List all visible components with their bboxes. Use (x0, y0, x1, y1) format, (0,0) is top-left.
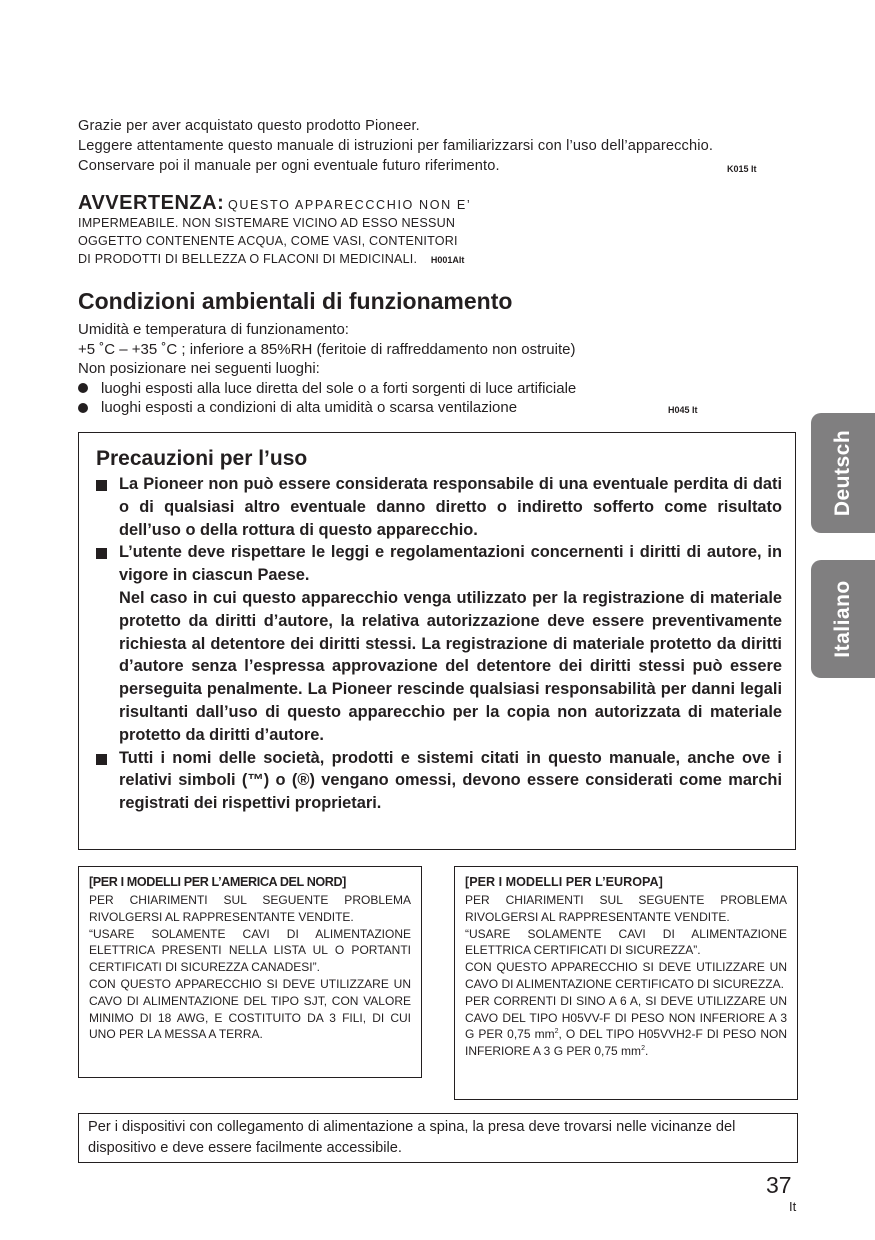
list-item (96, 747, 782, 815)
environment-code: H045 It (668, 405, 698, 415)
precautions-list (96, 473, 782, 815)
list-item (78, 379, 718, 399)
europe-p4c: . (644, 1044, 649, 1059)
warning-line-4: DI PRODOTTI DI BELLEZZA O FLACONI DI MEDICINALI. (78, 252, 418, 266)
list-item (96, 541, 782, 746)
tab-deutsch-label: Deutsch (831, 429, 854, 517)
warning-line-1: QUESTO APPARECCCHIO NON E’ (227, 198, 472, 212)
superscript-2a: 2 (554, 1028, 559, 1036)
tab-deutsch[interactable] (811, 413, 875, 533)
page-number: 37 (766, 1172, 792, 1198)
precautions-title: Precauzioni per l’uso (96, 447, 308, 470)
warning-line-2: IMPERMEABILE. NON SISTEMARE VICINO AD ESSO NESSUN (78, 216, 456, 230)
europe-p3: CON QUESTO APPARECCHIO SI DEVE UTILIZZARE UN CAVO DI ALIMENTAZIONE CERTIFICATO DI SICUREZZA. (465, 960, 787, 991)
list-item (96, 473, 782, 541)
square-bullet-icon (96, 548, 107, 559)
intro-line-2: Leggere attentamente questo manuale di istruzioni per familiarizzarsi con l’uso dell’apparecchio. (78, 138, 714, 154)
intro-code: K015 It (727, 164, 757, 174)
warning-title: AVVERTENZA: (78, 192, 225, 214)
north-america-p1: PER CHIARIMENTI SUL SEGUENTE PROBLEMA RIVOLGERSI AL RAPPRESENTANTE VENDITE. (89, 893, 411, 924)
environment-text (78, 320, 718, 418)
precaution-1: La Pioneer non può essere considerata responsabile di una eventuale perdita di dati o di qualsiasi altro eventuale danno diretto o indiretto sofferto come risultato dell’uso o della rottura di questo apparecchio. (119, 475, 782, 539)
europe-heading: [PER I MODELLI PER L’EUROPA] (465, 875, 663, 889)
tab-italiano-label: Italiano (831, 580, 854, 658)
environment-heading: Condizioni ambientali di funzionamento (78, 288, 513, 314)
tab-italiano[interactable] (811, 560, 875, 678)
europe-p1: PER CHIARIMENTI SUL SEGUENTE PROBLEMA RIVOLGERSI AL RAPPRESENTANTE VENDITE. (465, 893, 787, 924)
square-bullet-icon (96, 754, 107, 765)
square-bullet-icon (96, 480, 107, 491)
precaution-2a: L’utente deve rispettare le leggi e regolamentazioni concernenti i diritti di autore, in vigore in ciascun Paese. (119, 543, 782, 585)
europe-p4 (465, 993, 787, 1060)
superscript-2b: 2 (641, 1045, 645, 1053)
plug-note-box (78, 1113, 798, 1163)
europe-box (454, 866, 798, 1100)
bullet-icon (78, 383, 88, 393)
intro-line-1: Grazie per aver acquistato questo prodotto Pioneer. (78, 118, 420, 134)
europe-p2: “USARE SOLAMENTE CAVI DI ALIMENTAZIONE ELETTRICA CERTIFICATI DI SICUREZZA”. (465, 926, 787, 958)
environment-bullet-1: luoghi esposti alla luce diretta del sole o a forti sorgenti di luce artificiale (101, 379, 577, 397)
precautions-box (78, 432, 796, 850)
environment-line-1: Umidità e temperatura di funzionamento: (78, 321, 349, 338)
warning-line-3: OGGETTO CONTENENTE ACQUA, COME VASI, CONTENITORI (78, 234, 458, 248)
europe-p4a: PER CORRENTI DI SINO A 6 A, SI DEVE UTILIZZARE UN CAVO DEL TIPO H05VV-F DI PESO NON INFERIORE A 3 G PER 0,75 mm (465, 993, 787, 1042)
plug-note-text: Per i dispositivi con collegamento di alimentazione a spina, la presa deve trovarsi nelle vicinanze del dispositivo e deve essere facilmente accessibile. (88, 1119, 736, 1156)
bullet-icon (78, 403, 88, 413)
environment-line-2: +5 ˚C – +35 ˚C ; inferiore a 85%RH (feritoie di raffreddamento non ostruite) (78, 340, 576, 358)
precaution-3: Tutti i nomi delle società, prodotti e sistemi citati in questo manuale, anche ove i relativi simboli (™) o (®) vengano omessi, devono essere considerati come marchi registrati dei rispettivi proprietari. (119, 748, 782, 813)
intro-text (78, 116, 800, 176)
page-language: It (789, 1199, 797, 1214)
europe-p4b: , O DEL TIPO H05VVH2-F DI PESO NON INFERIORE A 3 G PER 0,75 mm (465, 1027, 787, 1059)
intro-line-3: Conservare poi il manuale per ogni eventuale futuro riferimento. (78, 158, 500, 174)
north-america-p2: “USARE SOLAMENTE CAVI DI ALIMENTAZIONE ELETTRICA PRESENTI NELLA LISTA UL O PORTANTI CERTIFICATI DI SICUREZZA CANADESI”. (89, 926, 411, 975)
environment-bullet-2: luoghi esposti a condizioni di alta umidità o scarsa ventilazione (101, 399, 518, 416)
warning-code: H001AIt (430, 255, 465, 265)
warning-block (78, 194, 518, 269)
precaution-2b: Nel caso in cui questo apparecchio venga utilizzato per la registrazione di materiale protetto da diritti d’autore, la relativa autorizzazione deve essere preventivamente richiesta al detentore dei diritti stessi. La registrazione di materiale protetto da diritti d’autore senza l’espressa approvazione del detentore dei diritti stessi può essere perseguita penalmente. La Pioneer rescinde qualsiasi responsabilità per danni legali risultanti dall’uso di questo apparecchio per la copia non autorizzata di materiale protetto da diritti d’autore. (119, 588, 782, 744)
north-america-heading: [PER I MODELLI PER L’AMERICA DEL NORD] (89, 875, 346, 889)
north-america-p3: CON QUESTO APPARECCHIO SI DEVE UTILIZZARE UN CAVO DI ALIMENTAZIONE DEL TIPO SJT, CON VALORE MINIMO DI 18 AWG, E COSTITUITO DA 3 FILI, DI CUI UNO PER LA MESSA A TERRA. (89, 976, 411, 1042)
environment-line-3: Non posizionare nei seguenti luoghi: (78, 360, 320, 377)
list-item (78, 398, 718, 418)
north-america-box (78, 866, 422, 1078)
